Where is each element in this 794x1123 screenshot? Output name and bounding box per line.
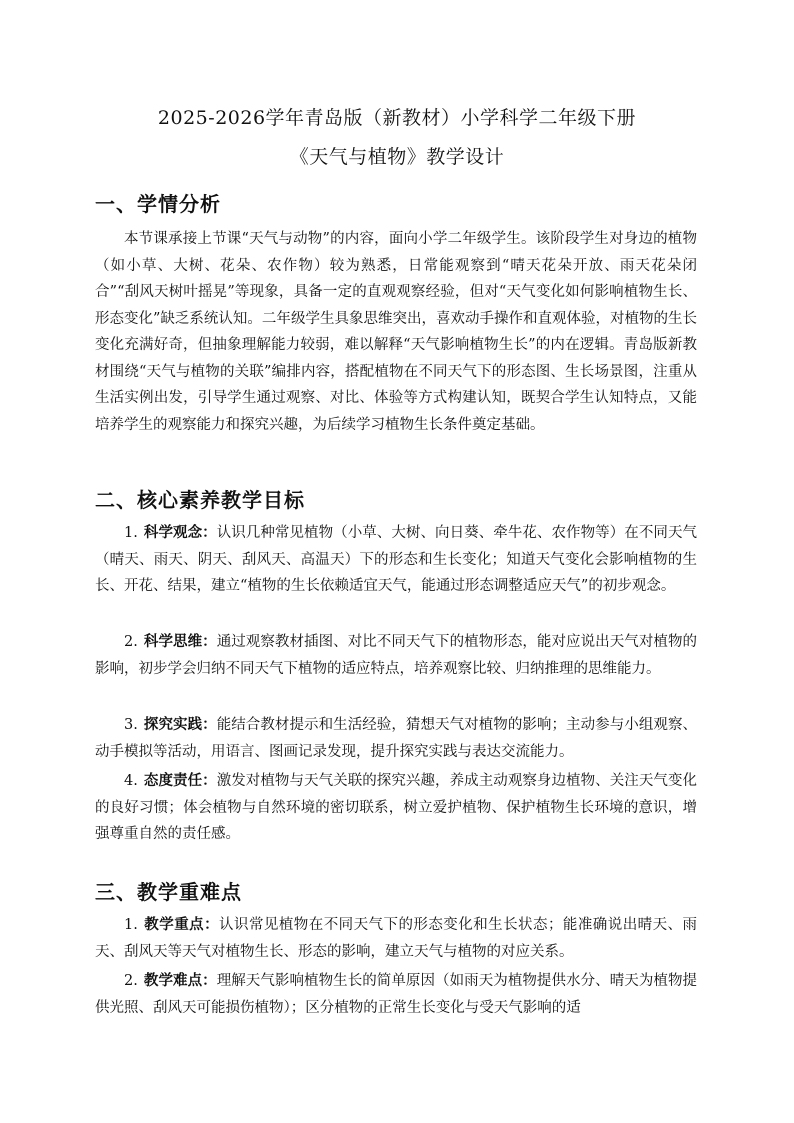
paragraph-text: 本节课承接上节课“天气与动物”的内容，面向小学二年级学生。该阶段学生对身边的植物（如小草、大树、花朵、农作物）较为熟悉，日常能观察到“晴天花朵开放、雨天花朵闭合”“刮风天树叶摇晃”等现象，具备一定的直观观察经验，但对“天气变化如何影响植物生长、形态变化”缺乏系统认知。二年级学生具象思维突出，喜欢动手操作和直观体验，对植物的生长变化充满好奇，但抽象理解能力较弱，难以解释“天气影响植物生长”的内在逻辑。青岛版新教材围绕“天气与植物的关联”编排内容，搭配植物在不同天气下的形态图、生长场景图，注重从生活实例出发，引导学生通过观察、对比、体验等方式构建认知，既契合学生认知特点，又能培养学生的观察能力和探究兴趣，为后续学习植物生长条件奠定基础。 [95, 231, 697, 433]
item-label: 态度责任： [143, 772, 217, 789]
list-item [95, 520, 697, 600]
item-text: 通过观察教材插图、对比不同天气下的植物形态，能对应说出天气对植物的影响，初步学会归纳不同天气下植物的适应特点，培养观察比较、归纳推理的思维能力。 [95, 634, 698, 677]
item-label: 探究实践： [143, 716, 217, 733]
item-label: 教学重点： [143, 916, 220, 933]
list-item [95, 712, 697, 765]
item-text: 能结合教材提示和生活经验，猜想天气对植物的影响；主动参与小组观察、动手模拟等活动，用语言、图画记录发现，提升探究实践与表达交流能力。 [95, 717, 698, 760]
document-title-line1: 2025-2026学年青岛版（新教材）小学科学二年级下册 [157, 107, 637, 129]
list-item [95, 629, 697, 682]
item-number: 3. [124, 717, 138, 733]
list-item [95, 912, 697, 965]
item-text: 激发对植物与天气关联的探究兴趣，养成主动观察身边植物、关注天气变化的良好习惯；体会植物与自然环境的密切联系，树立爱护植物、保护植物生长环境的意识，增强尊重自然的责任感。 [95, 773, 698, 842]
list-item [95, 968, 697, 1021]
document-title-line2: 《天气与植物》教学设计 [289, 146, 505, 168]
item-number: 2. [124, 973, 138, 989]
item-text: 认识常见植物在不同天气下的形态变化和生长状态；能准确说出晴天、雨天、刮风天等天气对植物生长、形态的影响，建立天气与植物的对应关系。 [95, 917, 697, 960]
section-heading: 二、核心素养教学目标 [95, 488, 305, 512]
item-text: 理解天气影响植物生长的简单原因（如雨天为植物提供水分、晴天为植物提供光照、刮风天可能损伤植物）；区分植物的正常生长变化与受天气影响的适 [95, 973, 698, 1016]
item-number: 2. [124, 634, 138, 650]
section-heading: 三、教学重难点 [95, 880, 242, 904]
paragraph [95, 226, 697, 438]
item-label: 教学难点： [143, 972, 217, 989]
section-heading: 一、学情分析 [95, 192, 221, 216]
item-number: 1. [124, 917, 138, 933]
item-label: 科学观念： [143, 524, 217, 541]
item-number: 4. [124, 773, 138, 789]
item-number: 1. [124, 525, 138, 541]
list-item [95, 768, 697, 848]
item-label: 科学思维： [143, 633, 217, 650]
item-text: 认识几种常见植物（小草、大树、向日葵、牵牛花、农作物等）在不同天气（晴天、雨天、阴天、刮风天、高温天）下的形态和生长变化；知道天气变化会影响植物的生长、开花、结果，建立“植物的生长依赖适宜天气，能通过形态调整适应天气”的初步观念。 [95, 525, 698, 594]
